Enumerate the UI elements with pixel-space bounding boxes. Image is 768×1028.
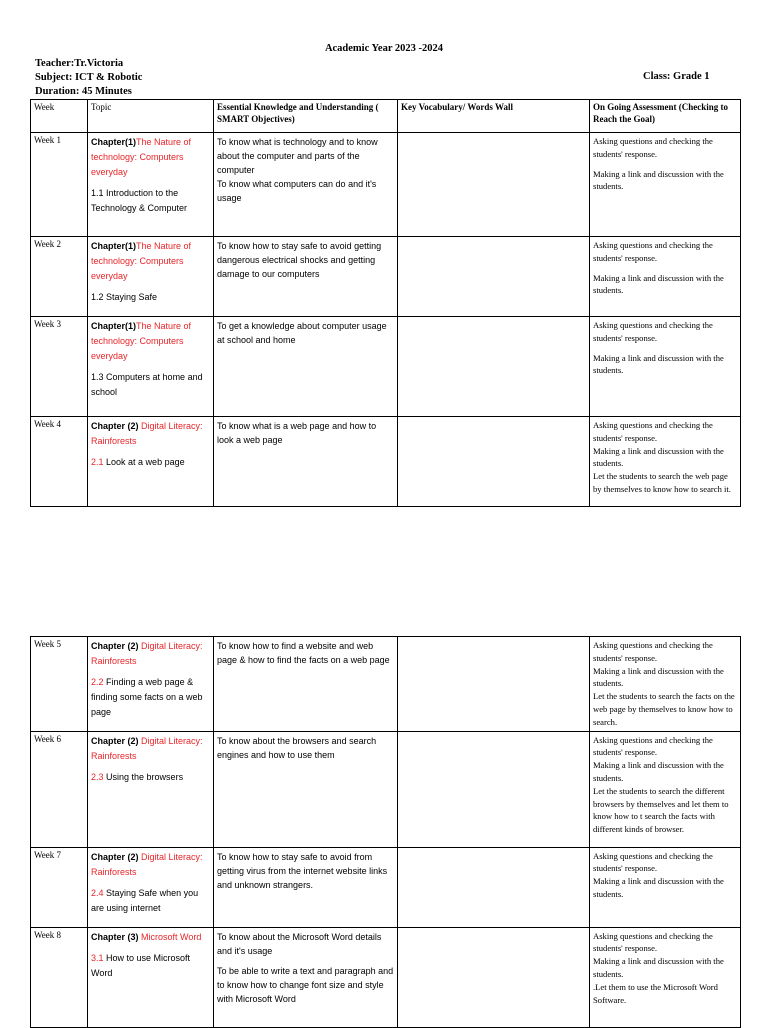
chapter-heading: [91, 639, 210, 669]
assessment-text: Asking questions and checking the students' response.: [593, 420, 713, 443]
lesson-number: 3.1: [91, 952, 104, 963]
vocab-cell: [398, 637, 590, 732]
chapter-number: Chapter (2): [91, 421, 139, 431]
chapter-number: Chapter(1): [91, 241, 137, 251]
week-cell: Week 5: [31, 637, 88, 732]
vocab-cell: [398, 317, 590, 417]
vocab-cell: [398, 237, 590, 317]
teacher-label: Teacher:Tr.Victoria: [35, 58, 124, 69]
knowledge-cell: [214, 847, 398, 927]
paragraph-gap: [593, 265, 737, 272]
lesson-name: Computers at home and school: [91, 372, 203, 397]
table-header-row: [31, 100, 741, 133]
topic-cell: [88, 731, 214, 847]
knowledge-cell: [214, 133, 398, 237]
assessment-cell: [590, 637, 741, 732]
knowledge-text: To know how to stay safe to avoid from getting virus from the internet website links and unknown strangers.: [217, 851, 388, 890]
knowledge-cell: [214, 927, 398, 1027]
chapter-heading: [91, 419, 210, 449]
lesson-title: [91, 455, 210, 470]
vocab-cell: [398, 731, 590, 847]
knowledge-text: To know how to find a website and web page & how to find the facts on a web page: [217, 641, 390, 665]
lesson-title: [91, 951, 210, 981]
assessment-text: Making a link and discussion with the students.: [593, 272, 724, 296]
assessment-text: Making a link and discussion with the students.: [593, 445, 724, 469]
lesson-name: Look at a web page: [106, 457, 185, 467]
vocab-cell: [398, 133, 590, 237]
lesson-title: [91, 675, 210, 720]
lesson-number: 1.1: [91, 188, 104, 198]
chapter-number: Chapter (2): [91, 735, 139, 746]
knowledge-text: To be able to write a text and paragraph and to know how to change font size and style with Microsoft Word: [217, 965, 394, 1004]
assessment-cell: [590, 927, 741, 1027]
week-cell: Week 6: [31, 731, 88, 847]
week-cell: Week 7: [31, 847, 88, 927]
week-cell: Week 8: [31, 927, 88, 1027]
class-label: Class: Grade 1: [643, 71, 710, 82]
chapter-title: The Nature of technology: Computers everyday: [91, 321, 192, 361]
chapter-heading: [91, 135, 210, 180]
assessment-text: Asking questions and checking the students' response.: [593, 320, 713, 343]
week-column-header: Week: [31, 100, 88, 133]
week-cell: Week 3: [31, 317, 88, 417]
topic-cell: [88, 237, 214, 317]
table-row: [31, 731, 741, 847]
assessment-cell: [590, 847, 741, 927]
assessment-column-header: On Going Assessment (Checking to Reach the Goal): [590, 100, 741, 133]
table-row: [31, 317, 741, 417]
assessment-text: Making a link and discussion with the students.: [593, 760, 724, 783]
assessment-text: Asking questions and checking the students' response.: [593, 734, 713, 758]
assessment-text: Let the students to search the different browsers by themselves and let them to know how to t search the facts with different kinds of browser.: [593, 785, 729, 835]
chapter-heading: [91, 239, 210, 284]
chapter-number: Chapter(1): [91, 137, 137, 147]
assessment-text: Let the students to search the web page by themselves to know how to search it.: [593, 471, 731, 494]
chapter-number: Chapter (3): [91, 931, 139, 942]
chapter-heading: [91, 930, 210, 945]
vocab-cell: [398, 927, 590, 1027]
topic-cell: [88, 637, 214, 732]
chapter-title: The Nature of technology: Computers everyday: [91, 137, 192, 177]
assessment-text: Asking questions and checking the students' response.: [593, 136, 713, 159]
assessment-text: Making a link and discussion with the students.: [593, 352, 724, 376]
knowledge-cell: [214, 237, 398, 317]
lesson-plan-table: [30, 99, 741, 507]
subject-label: Subject: ICT & Robotic: [35, 72, 143, 83]
lesson-title: [91, 886, 210, 916]
chapter-number: Chapter(1): [91, 321, 137, 331]
chapter-title: The Nature of technology: Computers everyday: [91, 241, 192, 281]
assessment-text: Asking questions and checking the students' response.: [593, 640, 713, 663]
paragraph-gap: [593, 161, 737, 168]
lesson-number: 2.1: [91, 457, 104, 467]
lesson-name: How to use Microsoft Word: [91, 952, 191, 978]
knowledge-column-header: Essential Knowledge and Understanding ( SMART Objectives): [214, 100, 398, 133]
paragraph-gap: [593, 345, 737, 352]
table-row: [31, 847, 741, 927]
lesson-title: [91, 770, 210, 785]
lesson-number: 1.2: [91, 292, 104, 302]
lesson-name: Introduction to the Technology & Computer: [91, 188, 188, 213]
page-title: Academic Year 2023 -2024: [324, 43, 444, 54]
week-cell: Week 4: [31, 417, 88, 507]
lesson-number: 2.3: [91, 771, 104, 782]
lesson-name: Using the browsers: [106, 771, 184, 782]
assessment-cell: [590, 731, 741, 847]
chapter-title: Digital Literacy: Rainforests: [91, 735, 203, 761]
chapter-heading: [91, 850, 210, 880]
assessment-text: Let the students to search the facts on the web page by themselves to know how to search.: [593, 691, 735, 727]
knowledge-text: To know about the Microsoft Word details and it's usage: [217, 931, 382, 956]
vocab-cell: [398, 847, 590, 927]
lesson-title: [91, 290, 210, 305]
chapter-title: Digital Literacy: Rainforests: [91, 641, 203, 666]
lesson-title: [91, 186, 210, 216]
chapter-title: Digital Literacy: Rainforests: [91, 421, 203, 446]
lesson-title: [91, 370, 210, 400]
assessment-cell: [590, 417, 741, 507]
table-row: [31, 637, 741, 732]
lesson-number: 1.3: [91, 372, 104, 382]
knowledge-text: To know what computers can do and it's usage: [217, 179, 377, 203]
knowledge-text: To get a knowledge about computer usage at school and home: [217, 321, 387, 345]
assessment-text: Asking questions and checking the students' response.: [593, 930, 713, 954]
table-row: [31, 133, 741, 237]
knowledge-cell: [214, 731, 398, 847]
lesson-number: 2.4: [91, 887, 104, 898]
assessment-text: Asking questions and checking the students' response.: [593, 850, 713, 874]
topic-cell: [88, 417, 214, 507]
knowledge-text: To know about the browsers and search engines and how to use them: [217, 735, 377, 760]
knowledge-text: To know what is technology and to know about the computer and parts of the computer: [217, 137, 378, 175]
table-row: [31, 237, 741, 317]
assessment-text: .Let them to use the Microsoft Word Software.: [593, 981, 718, 1005]
chapter-heading: [91, 319, 210, 364]
topic-column-header: Topic: [88, 100, 214, 133]
lesson-number: 2.2: [91, 677, 104, 687]
assessment-text: Asking questions and checking the students' response.: [593, 240, 713, 263]
topic-cell: [88, 847, 214, 927]
chapter-heading: [91, 734, 210, 764]
chapter-number: Chapter (2): [91, 851, 139, 862]
topic-cell: [88, 317, 214, 417]
vocab-column-header: Key Vocabulary/ Words Wall: [398, 100, 590, 133]
topic-cell: [88, 133, 214, 237]
topic-cell: [88, 927, 214, 1027]
assessment-text: Making a link and discussion with the students.: [593, 876, 724, 899]
week-cell: Week 1: [31, 133, 88, 237]
knowledge-cell: [214, 317, 398, 417]
lesson-plan-table-continued: [30, 636, 741, 1028]
chapter-title: Digital Literacy: Rainforests: [91, 851, 203, 877]
chapter-number: Chapter (2): [91, 641, 139, 651]
assessment-cell: [590, 237, 741, 317]
assessment-text: Making a link and discussion with the students.: [593, 665, 724, 689]
chapter-title: Microsoft Word: [141, 931, 202, 942]
assessment-text: Making a link and discussion with the students.: [593, 956, 724, 979]
vocab-cell: [398, 417, 590, 507]
table-row: [31, 927, 741, 1027]
duration-label: Duration: 45 Minutes: [35, 86, 132, 97]
knowledge-cell: [214, 417, 398, 507]
table-row: [31, 417, 741, 507]
lesson-name: Staying Safe: [106, 292, 158, 302]
lesson-name: Staying Safe when you are using internet: [91, 887, 199, 913]
knowledge-text: To know what is a web page and how to look a web page: [217, 421, 377, 445]
assessment-text: Making a link and discussion with the students.: [593, 168, 724, 192]
lesson-name: Finding a web page & finding some facts on a web page: [91, 677, 203, 717]
week-cell: Week 2: [31, 237, 88, 317]
assessment-cell: [590, 317, 741, 417]
knowledge-cell: [214, 637, 398, 732]
knowledge-text: To know how to stay safe to avoid getting dangerous electrical shocks and getting damage to our computers: [217, 241, 382, 279]
assessment-cell: [590, 133, 741, 237]
